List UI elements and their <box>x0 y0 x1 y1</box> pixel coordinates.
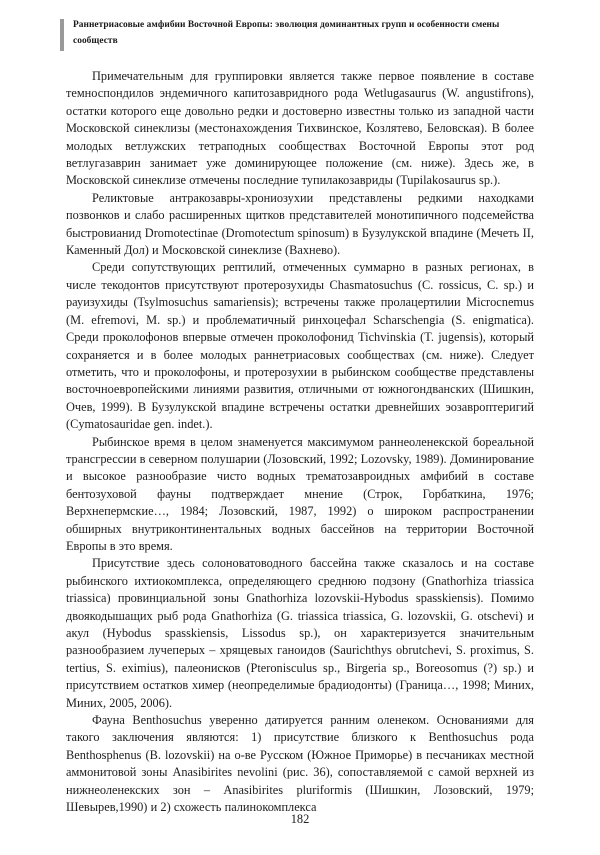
paragraph: Примечательным для группировки является также первое появление в составе темноспондилов эндемичного капитозавридного рода Wetlugasaurus (W. angustifrons), остатки которого еще довольно редки и достоверно известны только из западной части Московской синеклизы (местонахождения Тихвинское, Козлятево, Беловская). В более молодых ветлужских тетраподных сообществах Восточной Европы этот род ветлугазаврин занимает уже доминирующее положение (см. ниже). Здесь же, в Московской синеклизе отмечены последние тупилакозавриды (Tupilakosaurus sp.). <box>66 69 534 188</box>
running-head-text: Раннетриасовые амфибии Восточной Европы: эволюция доминантных групп и особенности смены сообществ <box>73 20 500 46</box>
running-head-rule <box>60 19 64 51</box>
paragraph: Среди сопутствующих рептилий, отмеченных суммарно в разных регионах, в числе текодонтов присутствуют протерозухиды Chasmatosuchus (C. rossicus, C. sp.) и рауизухиды (Tsylmosuchus samariensis); встречены также пролацертилии Microcnemus (M. efremovi, M. sp.) и проблематичный ринхоцефал Scharschengia (S. enigmatica). Среди проколофонов впервые отмечен проколофонид Tichvinskia (T. jugensis), который сохраняется и в более молодых раннетриасовых сообществах (см. ниже). Следует отметить, что и проколофоны, и протерозухии в рыбинском сообществе представлены восточноевропейскими линиями развития, отличными от южногондванских (Шишкин, Очев, 1999). В Бузулукской впадине встречены остатки древнейших эозавроптеригий (Cymatosauridae gen. indet.). <box>66 260 534 432</box>
page-number: 182 <box>290 812 310 826</box>
paragraph: Рыбинское время в целом знаменуется максимумом раннеоленекской бореальной трансгрессии в северном полушарии (Лозовский, 1992; Lozovsky, 1989). Доминирование и высокое разнообразие чисто водных трематозавроидных амфибий в составе бентозуховой фауны подтверждает мнение (Строк, Горбаткина, 1976; Верхнепермские…, 1984; Лозовский, 1987, 1992) о широком распространении обширных внутриконтинентальных водных бассейнов на территории Восточной Европы в это время. <box>66 434 534 553</box>
paragraph: Присутствие здесь солоноватоводного бассейна также сказалось и на составе рыбинского ихтиокомплекса, определяющего среднюю подзону (Gnathorhiza triassica triassica) провинциальной зоны Gnathorhiza lozovskii-Hybodus spasskiensis). Помимо двоякодышащих рыб рода Gnathorhiza (G. triassica triassica, G. lozovskii, G. otschevi) и акул (Hybodus spasskiensis, Lissodus sp.), он характеризуется значительным разнообразием лучеперых – хрящевых ганоидов (Saurichthys obrutchevi, S. proximus, S. tertius, S. eximius), палеонисков (Pteronisculus sp., Birgeria sp., Boreosomus (?) sp.) и присутствием остатков химер (неопределимые брадиодонты) (Граница…, 1998; Миних, Миних, 2005, 2006). <box>66 556 534 710</box>
paragraph: Реликтовые антракозавры-хрониозухии представлены редкими находками позвонков и слабо расширенных щитков представителей монотипичного подсемейства быстровианид Dromotectinae (Dromotectum spinosum) в Бузулукской впадине (Мечеть II, Каменный Дол) и Московской синеклизе (Вахнево). <box>66 190 534 258</box>
running-head <box>60 18 520 51</box>
body-text-column <box>66 68 534 816</box>
paragraph: Фауна Benthosuchus уверенно датируется ранним оленеком. Основаниями для такого заключения являются: 1) присутствие близкого к Benthosuchus рода Benthosphenus (B. lozovskii) на о-ве Русском (Южное Приморье) в песчаниках местной аммонитовой зоны Anasibirites nevolini (рис. 36), сопоставляемой с самой верхней из нижнеоленекских зон – Anasibirites pluriformis (Шишкин, Лозовский, 1979; Шевырев,1990) и 2) схожесть палинокомплекса <box>66 713 534 815</box>
